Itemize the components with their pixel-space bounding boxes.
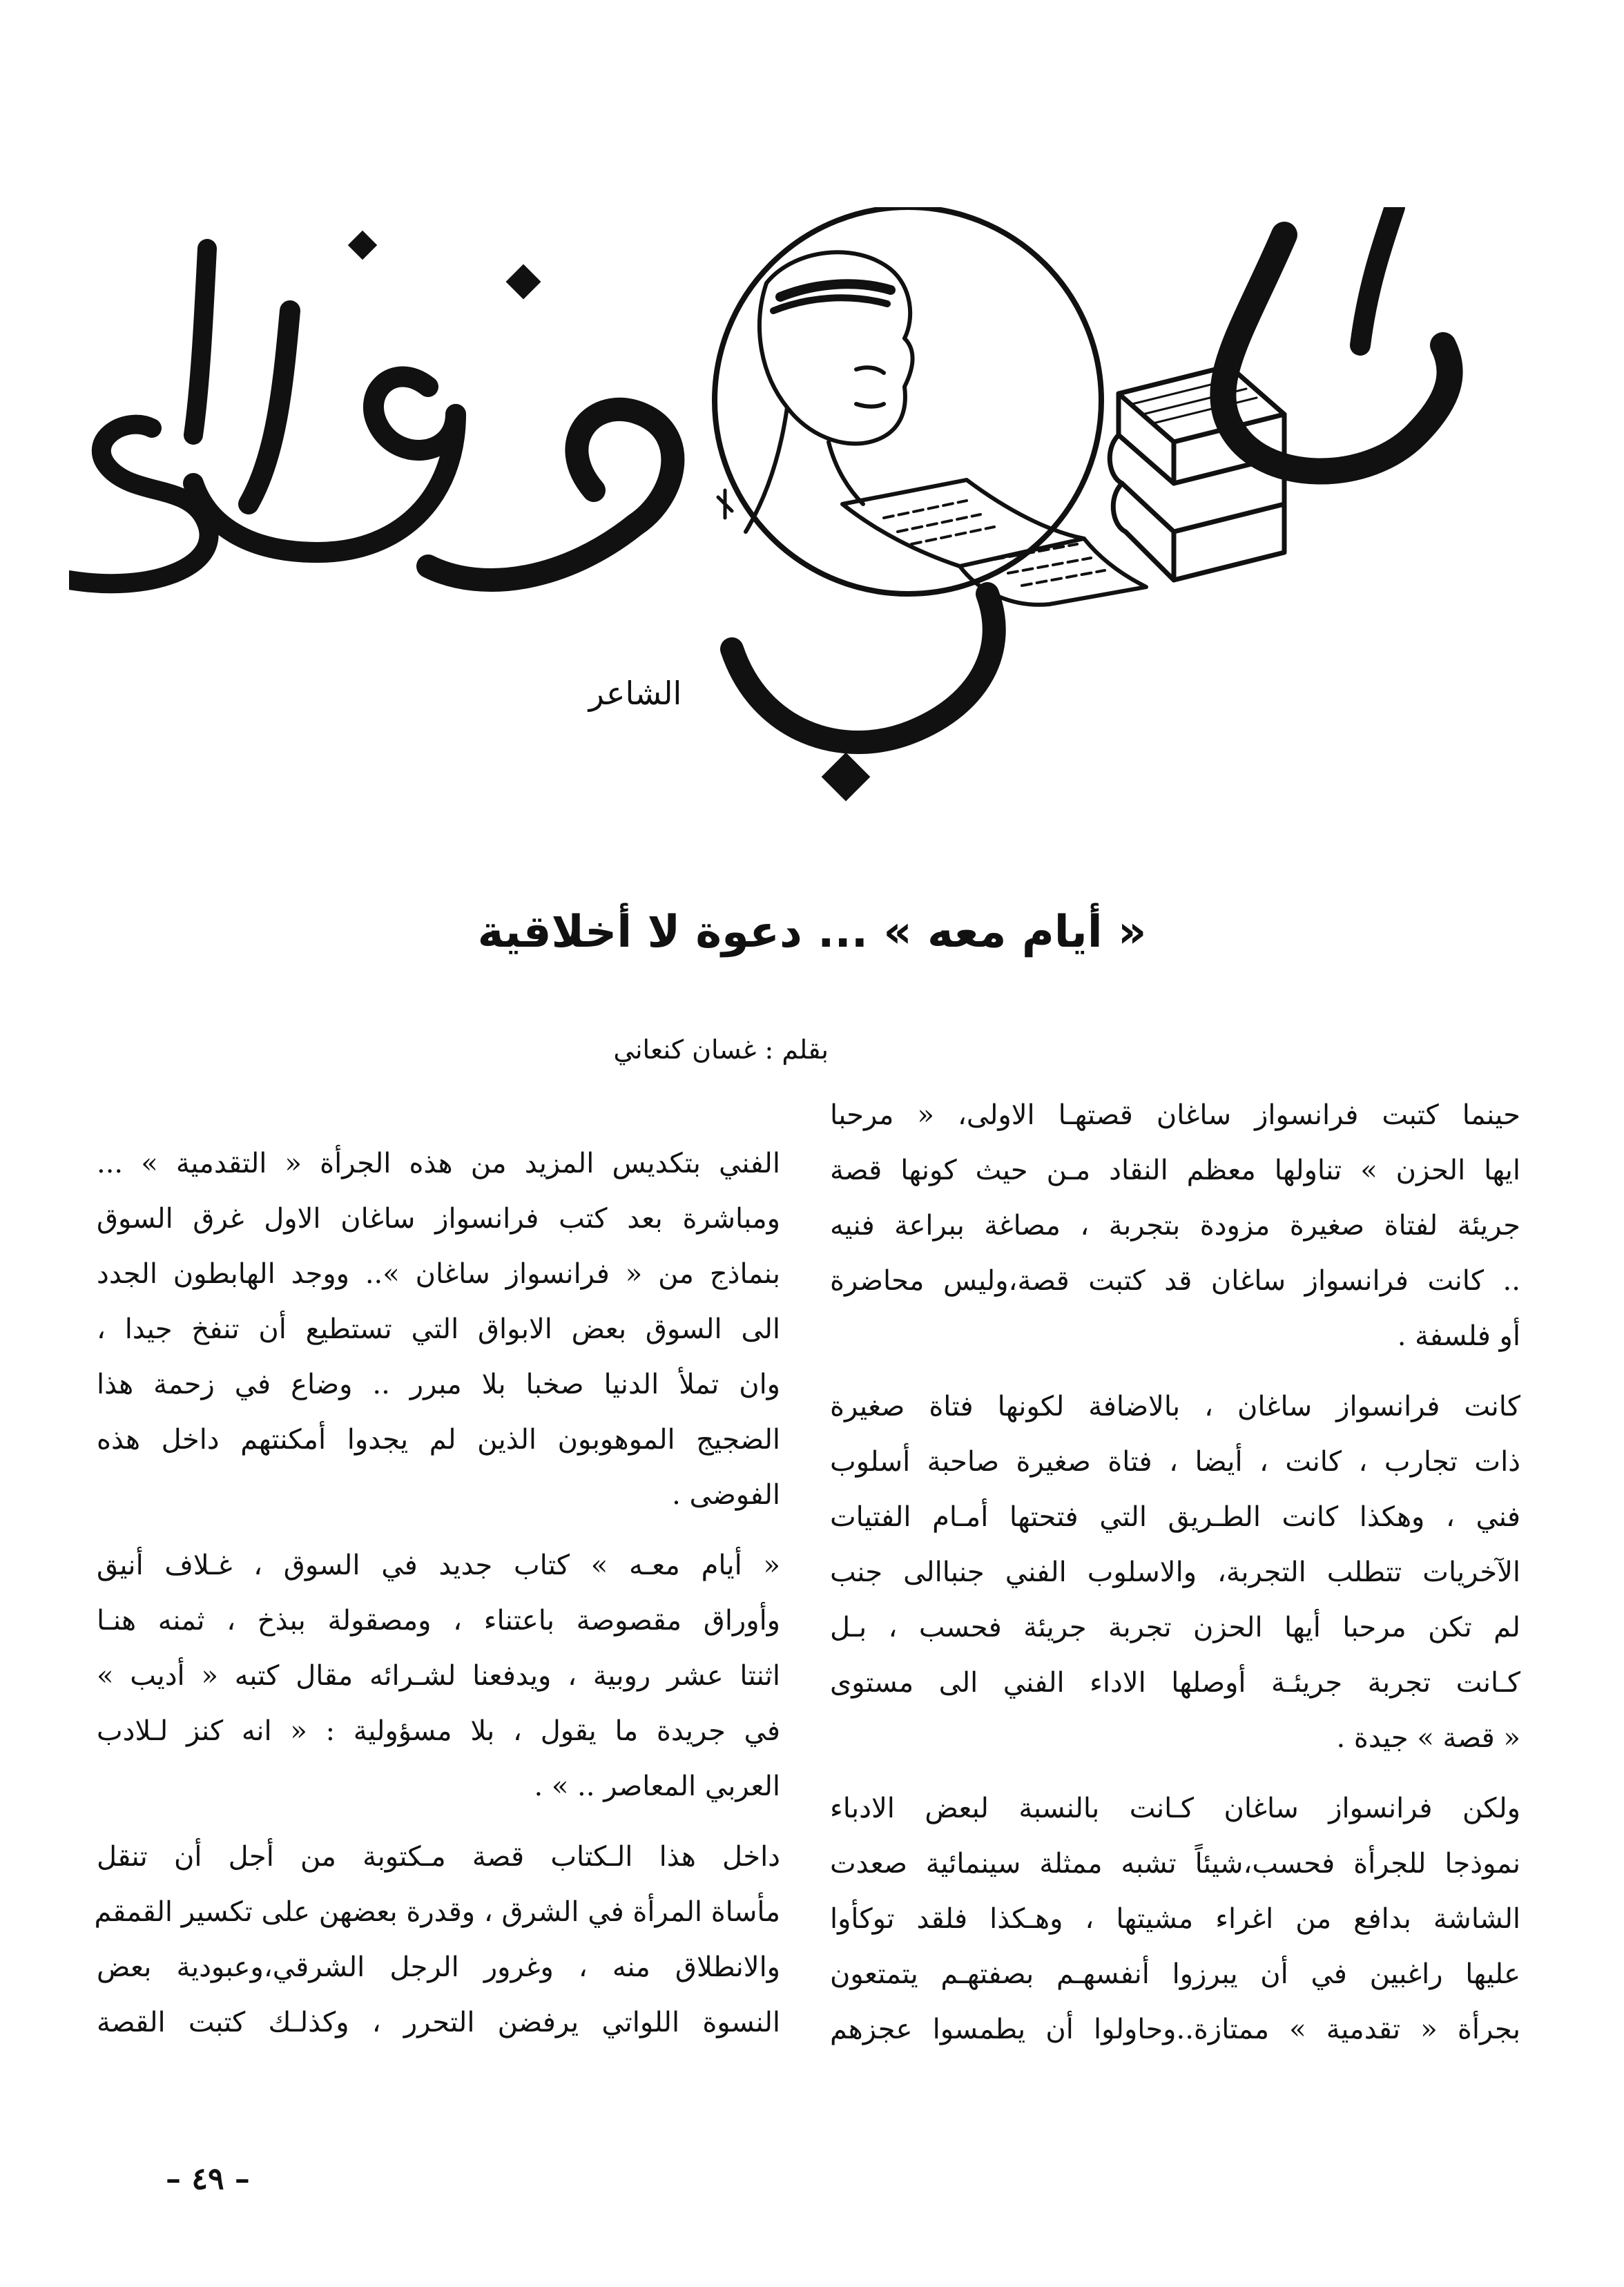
text-line: ولكن فرانسواز ساغان كـانت بالنسبة لبعض الادباء: [830, 1793, 1520, 1824]
book-stack-icon: [1110, 366, 1284, 580]
text-line: مأساة المرأة في الشرق ، وقدرة بعضهن على تكسير القمقم: [94, 1896, 780, 1928]
text-line: فني ، وهكذا كانت الطـريق التي فتحتها أمـام الفتيات: [830, 1501, 1520, 1533]
text-line: الآخريات تتطلب التجربة، والاسلوب الفني جنباالى جنب: [830, 1556, 1520, 1588]
paragraph: [94, 1829, 780, 2050]
text-line: أو فلسفة .: [1397, 1320, 1520, 1352]
text-line: في جريدة ما يقول ، بلا مسؤولية : « انه كنز لـلادب: [97, 1715, 780, 1747]
header-illustration: [69, 207, 1526, 842]
portrait-frame: [715, 207, 1101, 594]
text-line: « قصة » جيدة .: [1336, 1722, 1520, 1754]
text-line: بجرأة « تقدمية » ممتازة..وحاولوا أن يطمسوا عجزهم: [830, 2014, 1520, 2045]
byline: بقلم : غسان كنعاني: [613, 1034, 829, 1065]
text-line: النسوة اللواتي يرفضن التحرر ، وكذلـك كتبت القصة: [97, 2007, 780, 2038]
article-column-left: [94, 1136, 781, 2065]
text-line: نموذجا للجرأة فحسب،شيئاً تشبه ممثلة سينمائية صعدت: [830, 1848, 1520, 1880]
paragraph: [97, 1136, 780, 1523]
text-line: والانطلاق منه ، وغرور الرجل الشرقي،وعبودية بعض: [97, 1951, 780, 1983]
paragraph: [830, 1088, 1520, 1364]
paragraph: [830, 1781, 1520, 2057]
text-line: كانت فرانسواز ساغان ، بالاضافة لكونها فتاة صغيرة: [830, 1391, 1520, 1422]
text-line: وأوراق مقصوصة باعتناء ، ومصقولة ببذخ ، ثمنه هنـا: [97, 1605, 780, 1637]
text-line: الفني بتكديس المزيد من هذه الجرأة « التقدمية » ...: [97, 1148, 780, 1179]
text-line: الشاشة بدافع من اغراء مشيتها ، وهـكذا فلقد توكأوا: [830, 1903, 1520, 1935]
article-column-right: [830, 1088, 1520, 2072]
text-line: العربي المعاصر .. » .: [534, 1770, 780, 1802]
text-line: ايها الحزن » تناولها معظم النقاد مـن حيث كونها قصة: [830, 1155, 1520, 1186]
artist-signature: الشاعر: [588, 675, 682, 712]
text-line: عليها راغبين في أن يبرزوا أنفسهـم بصفتهـم يتمتعون: [830, 1958, 1520, 1990]
text-line: الضجيج الموهوبون الذين لم يجدوا أمكنتهم داخل هذه: [97, 1424, 781, 1456]
text-line: بنماذج من « فرانسواز ساغان ».. ووجد الهابطون الجدد: [97, 1258, 780, 1290]
text-line: اثنتا عشر روبية ، ويدفعنا لشـرائه مقال كتبه « أديب »: [97, 1660, 780, 1692]
paragraph: [97, 1538, 780, 1814]
text-line: جريئة لفتاة صغيرة مزودة بتجربة ، مصاغة ببراعة فنيه: [830, 1210, 1520, 1242]
text-line: .. كانت فرانسواز ساغان قد كتبت قصة،وليس محاضرة: [830, 1265, 1520, 1297]
text-line: داخل هذا الـكتاب قصة مـكتوبة من أجل أن تنقل: [97, 1841, 780, 1873]
text-line: لم تكن مرحبا أيها الحزن تجربة جريئة فحسب ، بـل: [830, 1612, 1520, 1643]
text-line: كـانت تجربة جريئـة أوصلها الاداء الفني الى مستوى: [830, 1667, 1520, 1699]
text-line: الفوضى .: [672, 1479, 780, 1511]
text-line: « أيام معـه » كتاب جديد في السوق ، غـلاف أنيق: [97, 1550, 780, 1581]
text-line: ومباشرة بعد كتب فرانسواز ساغان الاول غرق السوق: [97, 1203, 780, 1235]
page-number: – ٤٩ –: [166, 2161, 250, 2197]
paragraph: [830, 1379, 1520, 1766]
text-line: وان تملأ الدنيا صخبا بلا مبرر .. وضاع في زحمة هذا: [97, 1369, 780, 1400]
text-line: ذات تجارب ، كانت ، أيضا ، فتاة صغيرة صاحبة أسلوب: [830, 1446, 1520, 1478]
article-title: « أيام معه » ... دعوة لا أخلاقية: [477, 907, 1147, 958]
text-line: حينما كتبت فرانسواز ساغان قصتهـا الاولى، « مرحبا: [830, 1099, 1520, 1131]
text-line: الى السوق بعض الابواق التي تستطيع أن تنفخ جيدا ،: [97, 1313, 780, 1345]
